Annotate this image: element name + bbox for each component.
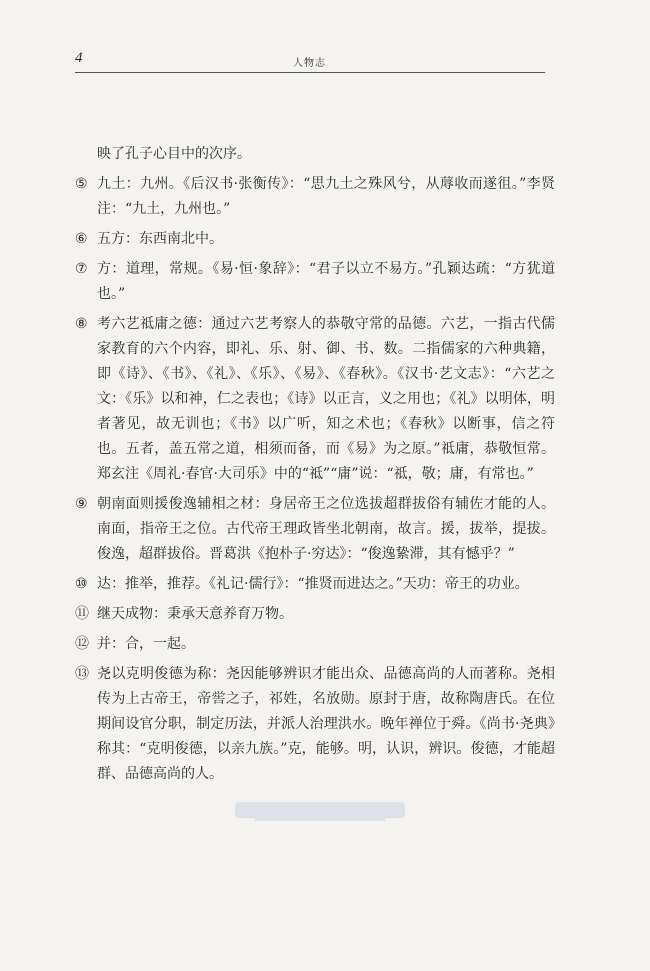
note-12 [75,632,555,657]
note-number: ⑦ [75,261,88,277]
note-5 [75,172,555,222]
note-text: 方：道理，常规。《易·恒·象辞》：“君子以立不易方。”孔颖达疏：“方犹道也。” [97,261,555,302]
note-number: ⑤ [75,176,88,192]
note-13 [75,662,555,787]
annotation-list [75,142,555,792]
note-number: ⑩ [75,576,88,592]
note-number: ⑨ [75,496,88,512]
note-7 [75,257,555,307]
note-continuation [75,142,555,167]
note-10 [75,572,555,597]
running-title: 人物志 [293,58,326,69]
running-header [75,50,545,73]
note-11 [75,602,555,627]
note-8 [75,312,555,487]
page-number: 4 [75,50,83,66]
note-text: 映了孔子心目中的次序。 [97,146,251,162]
note-9 [75,492,555,567]
note-number: ⑬ [75,666,89,682]
note-text: 五方：东西南北中。 [97,231,223,247]
note-number: ⑫ [75,636,89,652]
watermark-graphic [235,798,415,824]
note-text: 尧以克明俊德为称：尧因能够辨识才能出众、品德高尚的人而著称。尧相传为上古帝王，帝喾之子，祁姓，名放勋。原封于唐，故称陶唐氏。在位期间设官分职，制定历法，并派人治理洪水。晚年禅位于舜。《尚书·尧典》称其：“克明俊德，以亲九族。”克，能够。明，认识，辨识。俊德，才能超群、品德高尚的人。 [97,666,555,782]
note-text: 达：推举，推荐。《礼记·儒行》：“推贤而进达之。”天功：帝王的功业。 [97,576,529,592]
note-text: 考六艺祗庸之德：通过六艺考察人的恭敬守常的品德。六艺，一指古代儒家教育的六个内容，即礼、乐、射、御、书、数。二指儒家的六种典籍，即《诗》、《书》、《礼》、《乐》、《易》、《春秋》。《汉书·艺文志》：“六艺之文：《乐》以和神，仁之表也；《诗》以正言，义之用也；《礼》以明体，明者著见，故无训也；《书》以广听，知之术也；《春秋》以断事，信之符也。五者，盖五常之道，相须而备，而《易》为之原。”祗庸，恭敬恒常。郑玄注《周礼·春官·大司乐》中的“祗”“庸”说：“祗，敬；庸，有常也。” [97,316,555,482]
note-text: 九土：九州。《后汉书·张衡传》：“思九土之殊风兮，从蓐收而遂徂。”李贤注：“九土，九州也。” [97,176,555,217]
watermark-logo [235,798,425,828]
note-number: ⑪ [75,606,89,622]
note-text: 并：合，一起。 [97,636,195,652]
note-number: ⑥ [75,231,88,247]
note-text: 继天成物：秉承天意养育万物。 [97,606,293,622]
note-number: ⑧ [75,316,88,332]
note-6 [75,227,555,252]
note-text: 朝南面则援俊逸辅相之材：身居帝王之位选拔超群拔俗有辅佐才能的人。南面，指帝王之位。古代帝王理政皆坐北朝南，故言。援，拔举，提拔。俊逸，超群拔俗。晋葛洪《抱朴子·穷达》：“俊逸絷滞，其有憾乎？” [97,496,555,562]
